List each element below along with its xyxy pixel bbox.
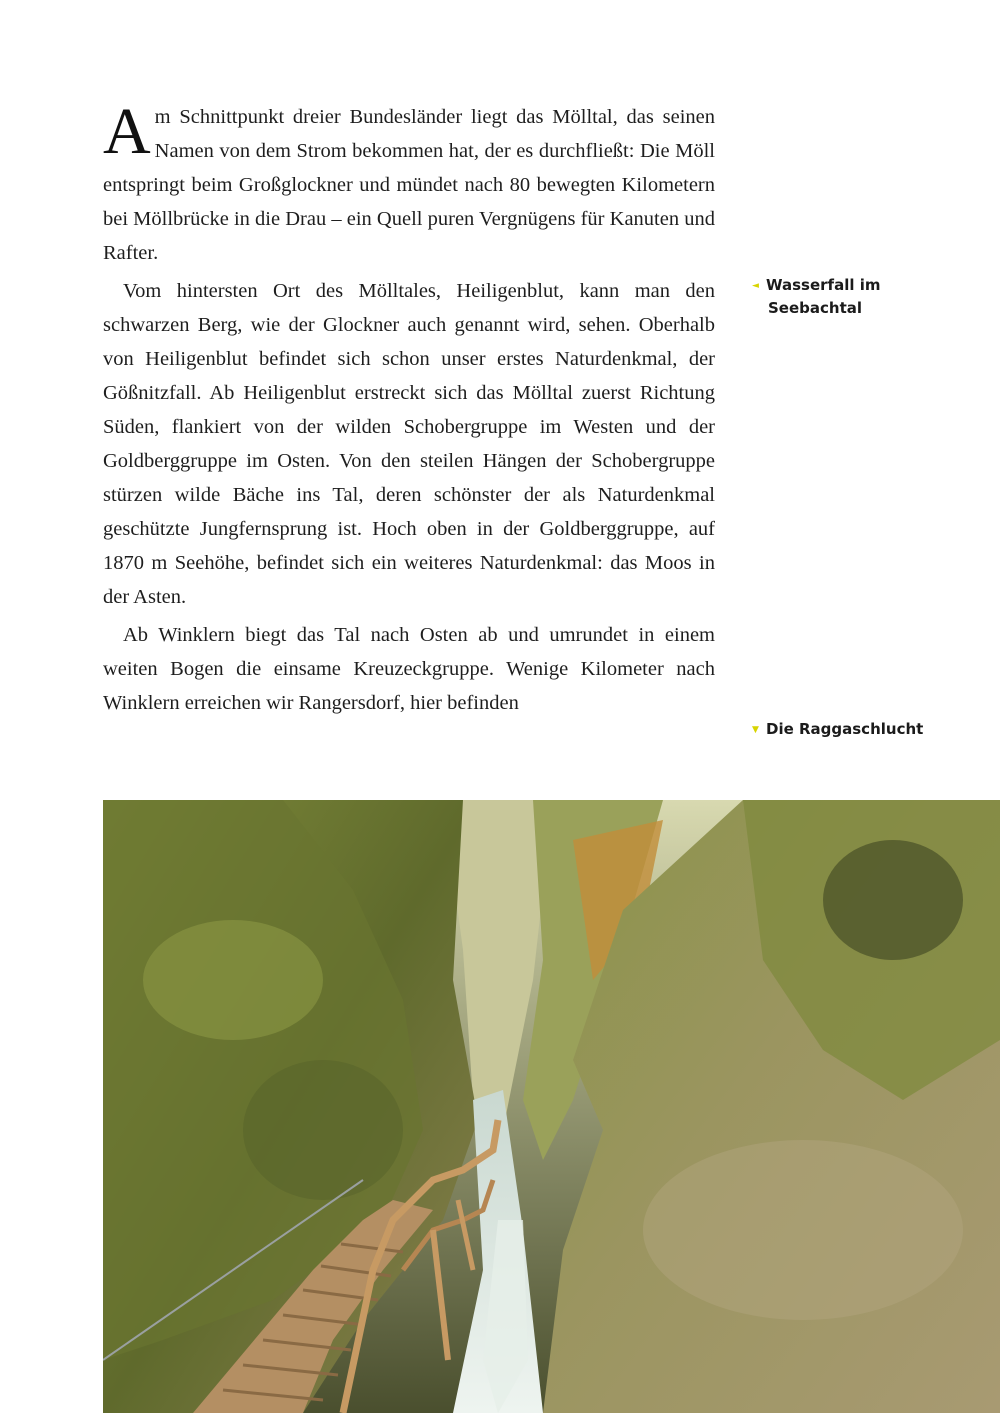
caption-waterfall-line1: ◄ Wasserfall im	[752, 274, 881, 297]
triangle-down-icon: ▼	[752, 725, 759, 735]
paragraph-3: Ab Winklern biegt das Tal nach Osten ab und umrundet in einem weiten Bogen die einsame Kreuzeckgruppe. Wenige Kilometer nach Winklern erreichen wir Rangersdorf, hier befinden	[103, 624, 715, 714]
triangle-left-icon: ◄	[752, 281, 759, 291]
caption-gorge-line: ▼ Die Raggaschlucht	[752, 718, 923, 741]
paragraph-1	[103, 95, 715, 270]
drop-cap: A	[103, 95, 151, 168]
article-body	[103, 95, 715, 724]
paragraph-2: Vom hintersten Ort des Mölltales, Heiligenblut, kann man den schwarzen Berg, wie der Glockner auch genannt wird, sehen. Oberhalb von Heiligenblut befindet sich schon unser erstes Naturdenkmal, der Gößnitzfall. Ab Heiligenblut erstreckt sich das Mölltal zuerst Richtung Süden, flankiert von der wilden Schobergruppe im Westen und der Goldberggruppe im Osten. Von den steilen Hängen der Schobergruppe stürzen wilde Bäche ins Tal, deren schönster der als Naturdenkmal geschützte Jungfernsprung ist. Hoch oben in der Goldberggruppe, auf 1870 m Seehöhe, befindet sich ein weiteres Naturdenkmal: das Moos in der Asten.	[103, 280, 715, 608]
paragraph-1-text: m Schnittpunkt dreier Bundesländer liegt das Mölltal, das seinen Namen von dem Strom bekommen hat, der es durchfließt: Die Möll entspringt beim Großglockner und mündet nach 80 bewegten Kilometern bei Möllbrücke in die Drau – ein Quell puren Vergnügens für Kanuten und Rafter.	[103, 106, 715, 264]
caption-waterfall-line2: Seebachtal	[768, 299, 863, 317]
caption-waterfall	[752, 274, 881, 319]
caption-gorge	[752, 718, 923, 741]
gorge-photo	[103, 800, 1000, 1413]
gorge-illustration	[103, 800, 1000, 1413]
